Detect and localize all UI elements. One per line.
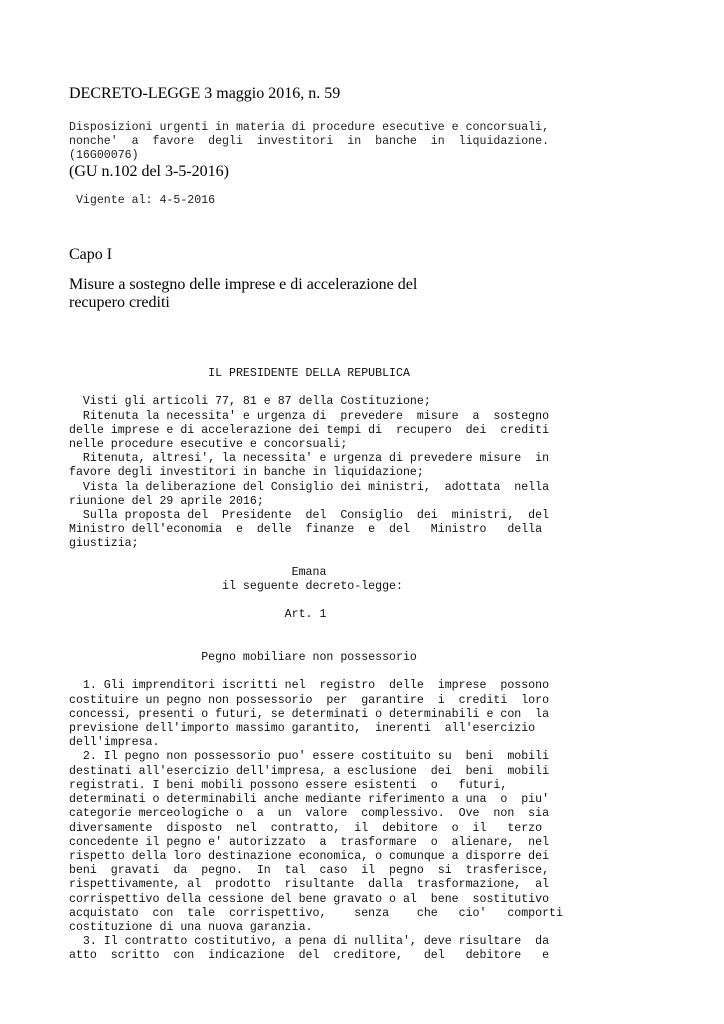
chapter-title: Misure a sostegno delle imprese e di accelerazione del recupero crediti <box>69 276 418 311</box>
chapter-heading: Capo I <box>69 246 113 263</box>
decree-body-text: IL PRESIDENTE DELLA REPUBLICA Visti gli articoli 77, 81 e 87 della Costituzione; Ritenuta la necessita' e urgenza di prevedere misure a sostegno delle imprese e di accelerazione dei tempi di recupero dei crediti nelle procedure esecutive e concorsuali; Ritenuta, altresi', la necessita' e urgenza di prevedere misure in favore degli investitori in banche in liquidazione; Vista la deliberazione del Consiglio dei ministri, adottata nella riunione del 29 aprile 2016; Sulla proposta del Presidente del Consiglio dei ministri, del Ministro dell'economia e delle finanze e del Ministro della giustizia; Emana il seguente decreto-legge: Art. 1 Pegno mobiliare non possessorio 1. Gli imprenditori iscritti nel registro delle imprese possono costituire un pegno non possessorio per garantire i crediti loro concessi, presenti o futuri, se determinati o determinabili e con la previsione dell'importo massimo garantito, inerenti all'esercizio dell'impresa. 2. Il pegno non possessorio puo' essere costituito su beni mobili destinati all'esercizio dell'impresa, a esclusione dei beni mobili registrati. I beni mobili possono essere esistenti o futuri, determinati o determinabili anche mediante riferimento a una o piu' categorie merceologiche o a un valore complessivo. Ove non sia diversamente disposto nel contratto, il debitore o il terzo concedente il pegno e' autorizzato a trasformare o alienare, nel rispetto della loro destinazione economica, o comunque a disporre dei beni gravati da pegno. In tal caso il pegno si trasferisce, rispettivamente, al prodotto risultante dalla trasformazione, al corrispettivo della cessione del bene gravato o al bene sostitutivo acquistato con tale corrispettivo, senza che cio' comporti costituzione di una nuova garanzia. 3. Il contratto costitutivo, a pena di nullita', deve risultare da atto scritto con indicazione del creditore, del debitore e <box>69 367 563 963</box>
decree-title: DECRETO-LEGGE 3 maggio 2016, n. 59 <box>69 85 341 102</box>
gazette-reference: (GU n.102 del 3-5-2016) <box>69 163 229 180</box>
decree-subtitle: Disposizioni urgenti in materia di procedure esecutive e concorsuali, nonche' a favore degli investitori in banche in liquidazione. (16G00076) <box>69 121 550 162</box>
effective-date: Vigente al: 4-5-2016 <box>69 194 216 207</box>
